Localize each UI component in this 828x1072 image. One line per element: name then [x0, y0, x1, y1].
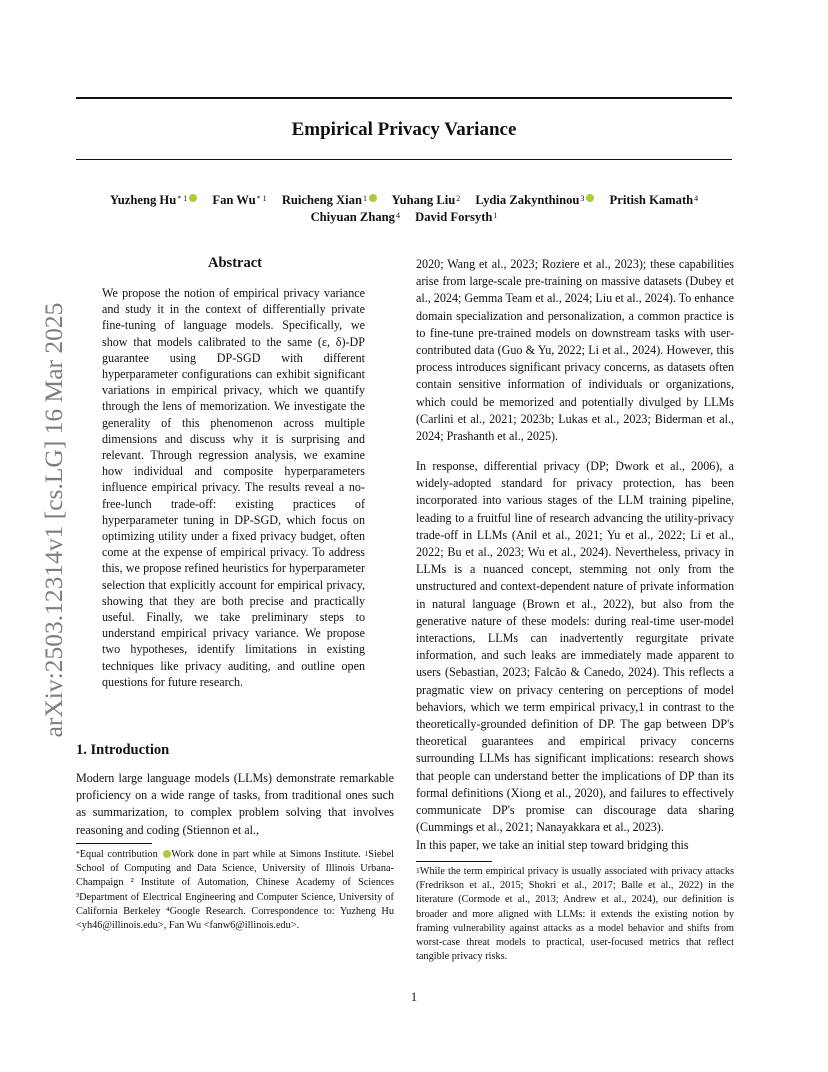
author: Lydia Zakynthinou$^3$ [475, 193, 594, 207]
section-heading-introduction: 1. Introduction [76, 742, 170, 758]
footnote-empirical-privacy: $^1$While the term empirical privacy is usually associated with privacy attacks (Fredrikson et al., 2015; Shokri et al., 2017; Balle et al., 2022) in the literature (Cormode et al., 2013; Andrew et al., 2024), our definition is broader and more aligned with LLMs: it extends the existing notion by framing vulnerability against attacks as a model behavior and shifts from worst-case threat models to practical, user-focused metrics that reflect tangible privacy risks. [416, 866, 734, 963]
footnote-divider [416, 861, 492, 862]
footnote-divider [76, 843, 152, 844]
author: Yuhang Liu$^2$ [391, 193, 461, 207]
title-rule-bottom [76, 159, 732, 160]
arxiv-stamp: arXiv:2503.12314v1 [cs.LG] 16 Mar 2025 [39, 302, 68, 738]
abstract-heading: Abstract [208, 255, 262, 271]
author-line-2 [76, 209, 732, 226]
author: David Forsyth$^1$ [415, 210, 498, 224]
author: Chiyuan Zhang$^4$ [310, 210, 400, 224]
orcid-icon[interactable] [586, 194, 594, 202]
page-number: 1 [410, 990, 418, 1004]
author: Yuzheng Hu$^{* 1}$ [110, 193, 197, 207]
author-list [76, 192, 732, 226]
body-paragraph: In response, differential privacy (DP; Dwork et al., 2006), a widely-adopted standard for privacy protection, has been incorporated into various stages of the LLM training pipeline, leading to a fruitful line of research advancing the utility-privacy trade-off in LLMs (Anil et al., 2021; Yu et al., 2022; Li et al., 2022; Bu et al., 2023; Wu et al., 2024). Nevertheless, privacy in LLMs is a nuanced concept, stemming not only from the unstructured and context-dependent nature of private information in natural language (Brown et al., 2022), but also from the generative nature of these models: during real-time user-model interactions, LLMs can inadvertently regurgitate private information, and such leaks are immediately made apparent to users (Sebastian, 2023; Falcão & Canedo, 2024). This reflects a pragmatic view on privacy centering on perceptions of model behaviors, which we term empirical privacy,1 in contrast to the theoretically-grounded definition of DP. The gap between DP's theoretical guarantees and empirical privacy concerns surrounding LLMs has significant implications: research shows that people can understand better the implications of DP than its formal definitions (Xiong et al., 2020), and failures to effectively communicate DP's promise can discourage data sharing (Cummings et al., 2021; Nanayakkara et al., 2023). [416, 459, 734, 835]
author: Ruicheng Xian$^1$ [282, 193, 377, 207]
affiliation-footnote: *Equal contribution Work done in part while at Simons Institute. $^1$Siebel School of Computing and Data Science, University of Illinois Urbana-Champaign ² Institute of Automation, Chinese Academy of Sciences ³Department of Electrical Engineering and Computer Science, University of California Berkeley ⁴Google Research. Correspondence to: Yuzheng Hu <yh46@illinois.edu>, Fan Wu <fanw6@illinois.edu>. [76, 849, 395, 932]
orcid-icon[interactable] [189, 194, 197, 202]
title-rule-top [76, 97, 732, 99]
author: Pritish Kamath$^4$ [609, 193, 699, 207]
author: Fan Wu$^{* 1}$ [212, 193, 267, 207]
paper-title: Empirical Privacy Variance [291, 119, 517, 140]
abstract-text: We propose the notion of empirical privacy variance and study it in the context of differentially private fine-tuning of language models. Specifically, we show that models calibrated to the same (ε, δ)-DP guarantee using DP-SGD with different hyperparameter configurations can exhibit significant variations in empirical privacy, which we quantify through the lens of memorization. We investigate the generality of this phenomenon across multiple dimensions and discuss why it is surprising and relevant. Through regression analysis, we examine how individual and composite hyperparameters influence empirical privacy. The results reveal a no-free-lunch trade-off: existing practices of hyperparameter tuning in DP-SGD, which focus on optimizing utility under a fixed privacy budget, often come at the expense of empirical privacy. To address this, we propose refined heuristics for hyperparameter selection that explicitly account for empirical privacy, showing that they are both precise and practically useful. Finally, we take preliminary steps to understand empirical privacy variance. We propose two hypotheses, identify limitations in existing techniques like privacy auditing, and outline open questions for future research. [102, 286, 365, 689]
body-paragraph: 2020; Wang et al., 2023; Roziere et al., 2023); these capabilities arise from large-scale pre-training on massive datasets (Dubey et al., 2024; Gemma Team et al., 2024; Liu et al., 2024). To enhance domain specialization and personalization, a common practice is to fine-tune pre-trained models on downstream tasks with user-contributed data (Guo & Yu, 2022; Li et al., 2024). However, this process introduces significant privacy concerns, as datasets often contain sensitive information of individuals or organizations, which could be memorized and potentially divulged by LLMs (Carlini et al., 2021; 2023b; Lukas et al., 2023; Biderman et al., 2024; Prashanth et al., 2025). [416, 257, 734, 444]
author-line-1 [76, 192, 732, 209]
orcid-icon[interactable] [369, 194, 377, 202]
intro-paragraph: Modern large language models (LLMs) demonstrate remarkable proficiency on a wide range of tasks, from traditional ones such as summarization, to complex problem solving that involves reasoning and coding (Stiennon et al., [76, 771, 394, 837]
body-paragraph: In this paper, we take an initial step toward bridging this [416, 838, 689, 852]
